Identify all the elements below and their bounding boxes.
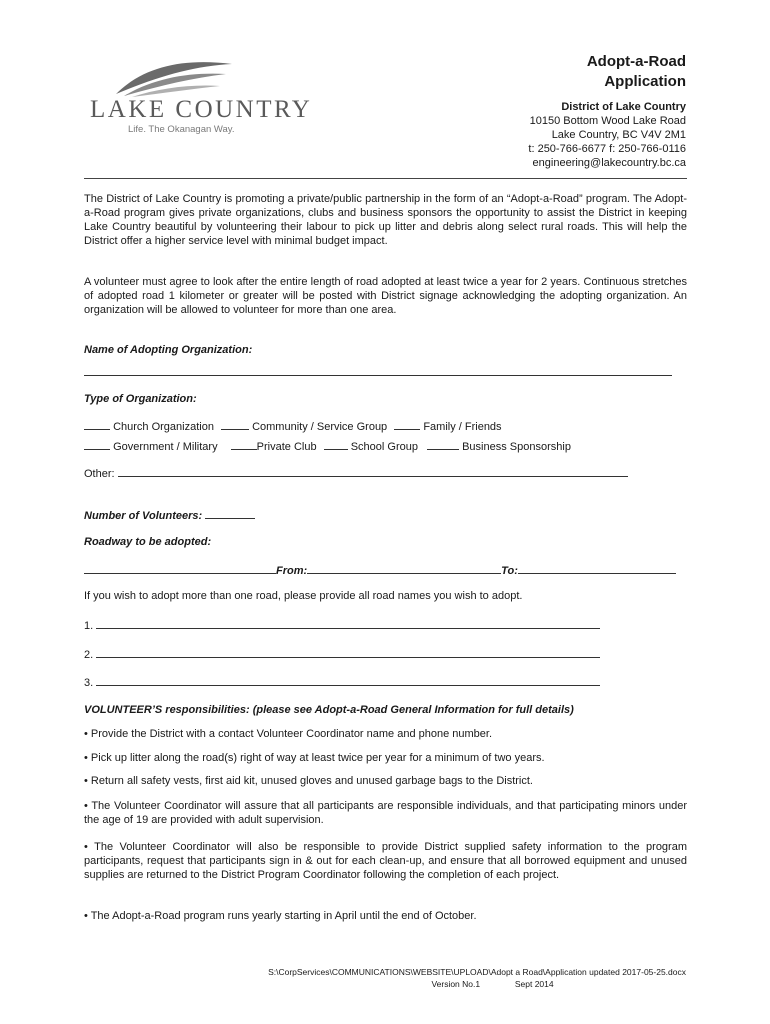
type-church: Church Organization	[113, 421, 214, 433]
responsibility-item: • Provide the District with a contact Volunteer Coordinator name and phone number.	[84, 728, 493, 740]
road-entry-1-field[interactable]	[96, 617, 600, 629]
road-entry-3-field[interactable]	[96, 674, 600, 686]
other-label: Other:	[84, 468, 115, 480]
type-school-blank[interactable]	[324, 438, 348, 450]
responsibility-item: • Return all safety vests, first aid kit, unused gloves and unused garbage bags to the District.	[84, 775, 533, 787]
road-entry-3: 3.	[84, 674, 600, 690]
intro-paragraph-1: The District of Lake Country is promoting a private/public partnership in the form of an “Adopt-a-Road” program. The Adopt-a-Road program gives private organizations, clubs and business sponsors the opportunity to assist the District in keeping Lake Country beautiful by volunteering their labour to pick up litter and debris along select rural roads. This will help the District offer a higher service level with minimal budget impact.	[84, 193, 687, 247]
type-school: School Group	[350, 441, 418, 453]
other-field[interactable]	[118, 465, 628, 477]
responsibility-item: • The Volunteer Coordinator will assure that all participants are responsible individuals, and that participating minors under the age of 19 are provided with adult supervision.	[84, 800, 687, 826]
phone-fax: t: 250-766-6677 f: 250-766-0116	[528, 143, 686, 155]
org-name-label: Name of Adopting Organization:	[84, 344, 253, 356]
logo-tagline: Life. The Okanagan Way.	[128, 124, 235, 135]
org-type-label: Type of Organization:	[84, 393, 197, 405]
other-row	[84, 465, 628, 481]
roadway-row	[84, 562, 676, 578]
volunteers-label: Number of Volunteers:	[84, 510, 203, 522]
type-private-club: Private Club	[256, 441, 317, 453]
type-community-blank[interactable]	[221, 418, 249, 430]
type-government-blank[interactable]	[84, 438, 110, 450]
page-title	[587, 52, 686, 92]
header-divider	[84, 178, 687, 179]
type-private-club-blank[interactable]	[231, 438, 257, 450]
type-government: Government / Military	[113, 441, 218, 453]
title-line-2: Application	[604, 73, 686, 90]
road-entry-2-field[interactable]	[96, 646, 600, 658]
org-name-field[interactable]	[84, 364, 672, 380]
from-label: From:	[276, 565, 308, 577]
to-field[interactable]	[518, 562, 676, 574]
address-block	[528, 100, 686, 170]
org-type-row-2	[84, 438, 571, 454]
road-entry-1: 1.	[84, 617, 600, 633]
version-date: Sept 2014	[514, 979, 554, 989]
road-entry-2: 2.	[84, 646, 600, 662]
type-community: Community / Service Group	[252, 421, 388, 433]
version-line	[268, 978, 686, 990]
type-business-blank[interactable]	[427, 438, 459, 450]
roadway-label: Roadway to be adopted:	[84, 536, 212, 548]
org-type-row-1	[84, 418, 502, 434]
responsibilities-heading: VOLUNTEER’S responsibilities: (please see Adopt-a-Road General Information for full details)	[84, 704, 574, 716]
email-address: engineering@lakecountry.bc.ca	[532, 157, 686, 169]
type-church-blank[interactable]	[84, 418, 110, 430]
title-line-1: Adopt-a-Road	[586, 53, 686, 70]
volunteers-field[interactable]	[205, 507, 255, 519]
type-family: Family / Friends	[423, 421, 502, 433]
city-address: Lake Country, BC V4V 2M1	[551, 129, 686, 141]
to-label: To:	[501, 565, 518, 577]
document-footer	[268, 966, 686, 990]
version-number: Version No.1	[431, 979, 481, 989]
responsibility-item: • Pick up litter along the road(s) right of way at least twice per year for a minimum of two years.	[84, 752, 545, 764]
responsibility-item: • The Adopt-a-Road program runs yearly starting in April until the end of October.	[84, 910, 477, 922]
type-business: Business Sponsorship	[462, 441, 571, 453]
from-field[interactable]	[307, 562, 501, 574]
lake-country-logo	[88, 58, 313, 138]
logo-name: LAKE COUNTRY	[90, 96, 313, 123]
file-path: S:\CorpServices\COMMUNICATIONS\WEBSITE\UPLOAD\Adopt a Road\Application updated 2017-05-25.docx	[268, 967, 686, 977]
multi-road-text: If you wish to adopt more than one road, please provide all road names you wish to adopt.	[84, 590, 523, 602]
volunteers-row	[84, 507, 255, 523]
lake-wave-icon	[114, 58, 234, 98]
roadway-field[interactable]	[84, 562, 276, 574]
org-name: District of Lake Country	[561, 101, 686, 113]
type-family-blank[interactable]	[394, 418, 420, 430]
intro-paragraph-2: A volunteer must agree to look after the entire length of road adopted at least twice a year for 2 years. Continuous stretches of adopted road 1 kilometer or greater will be posted with District signage acknowledging the adopting organization. An organization will be allowed to volunteer for more than one area.	[84, 276, 687, 316]
responsibility-item: • The Volunteer Coordinator will also be responsible to provide District supplied safety information to the program participants, request that participants sign in & out for each clean-up, and ensure that all borrowed equipment and unused supplies are returned to the District Program Coordinator following the completion of each project.	[84, 841, 687, 881]
street-address: 10150 Bottom Wood Lake Road	[529, 115, 686, 127]
